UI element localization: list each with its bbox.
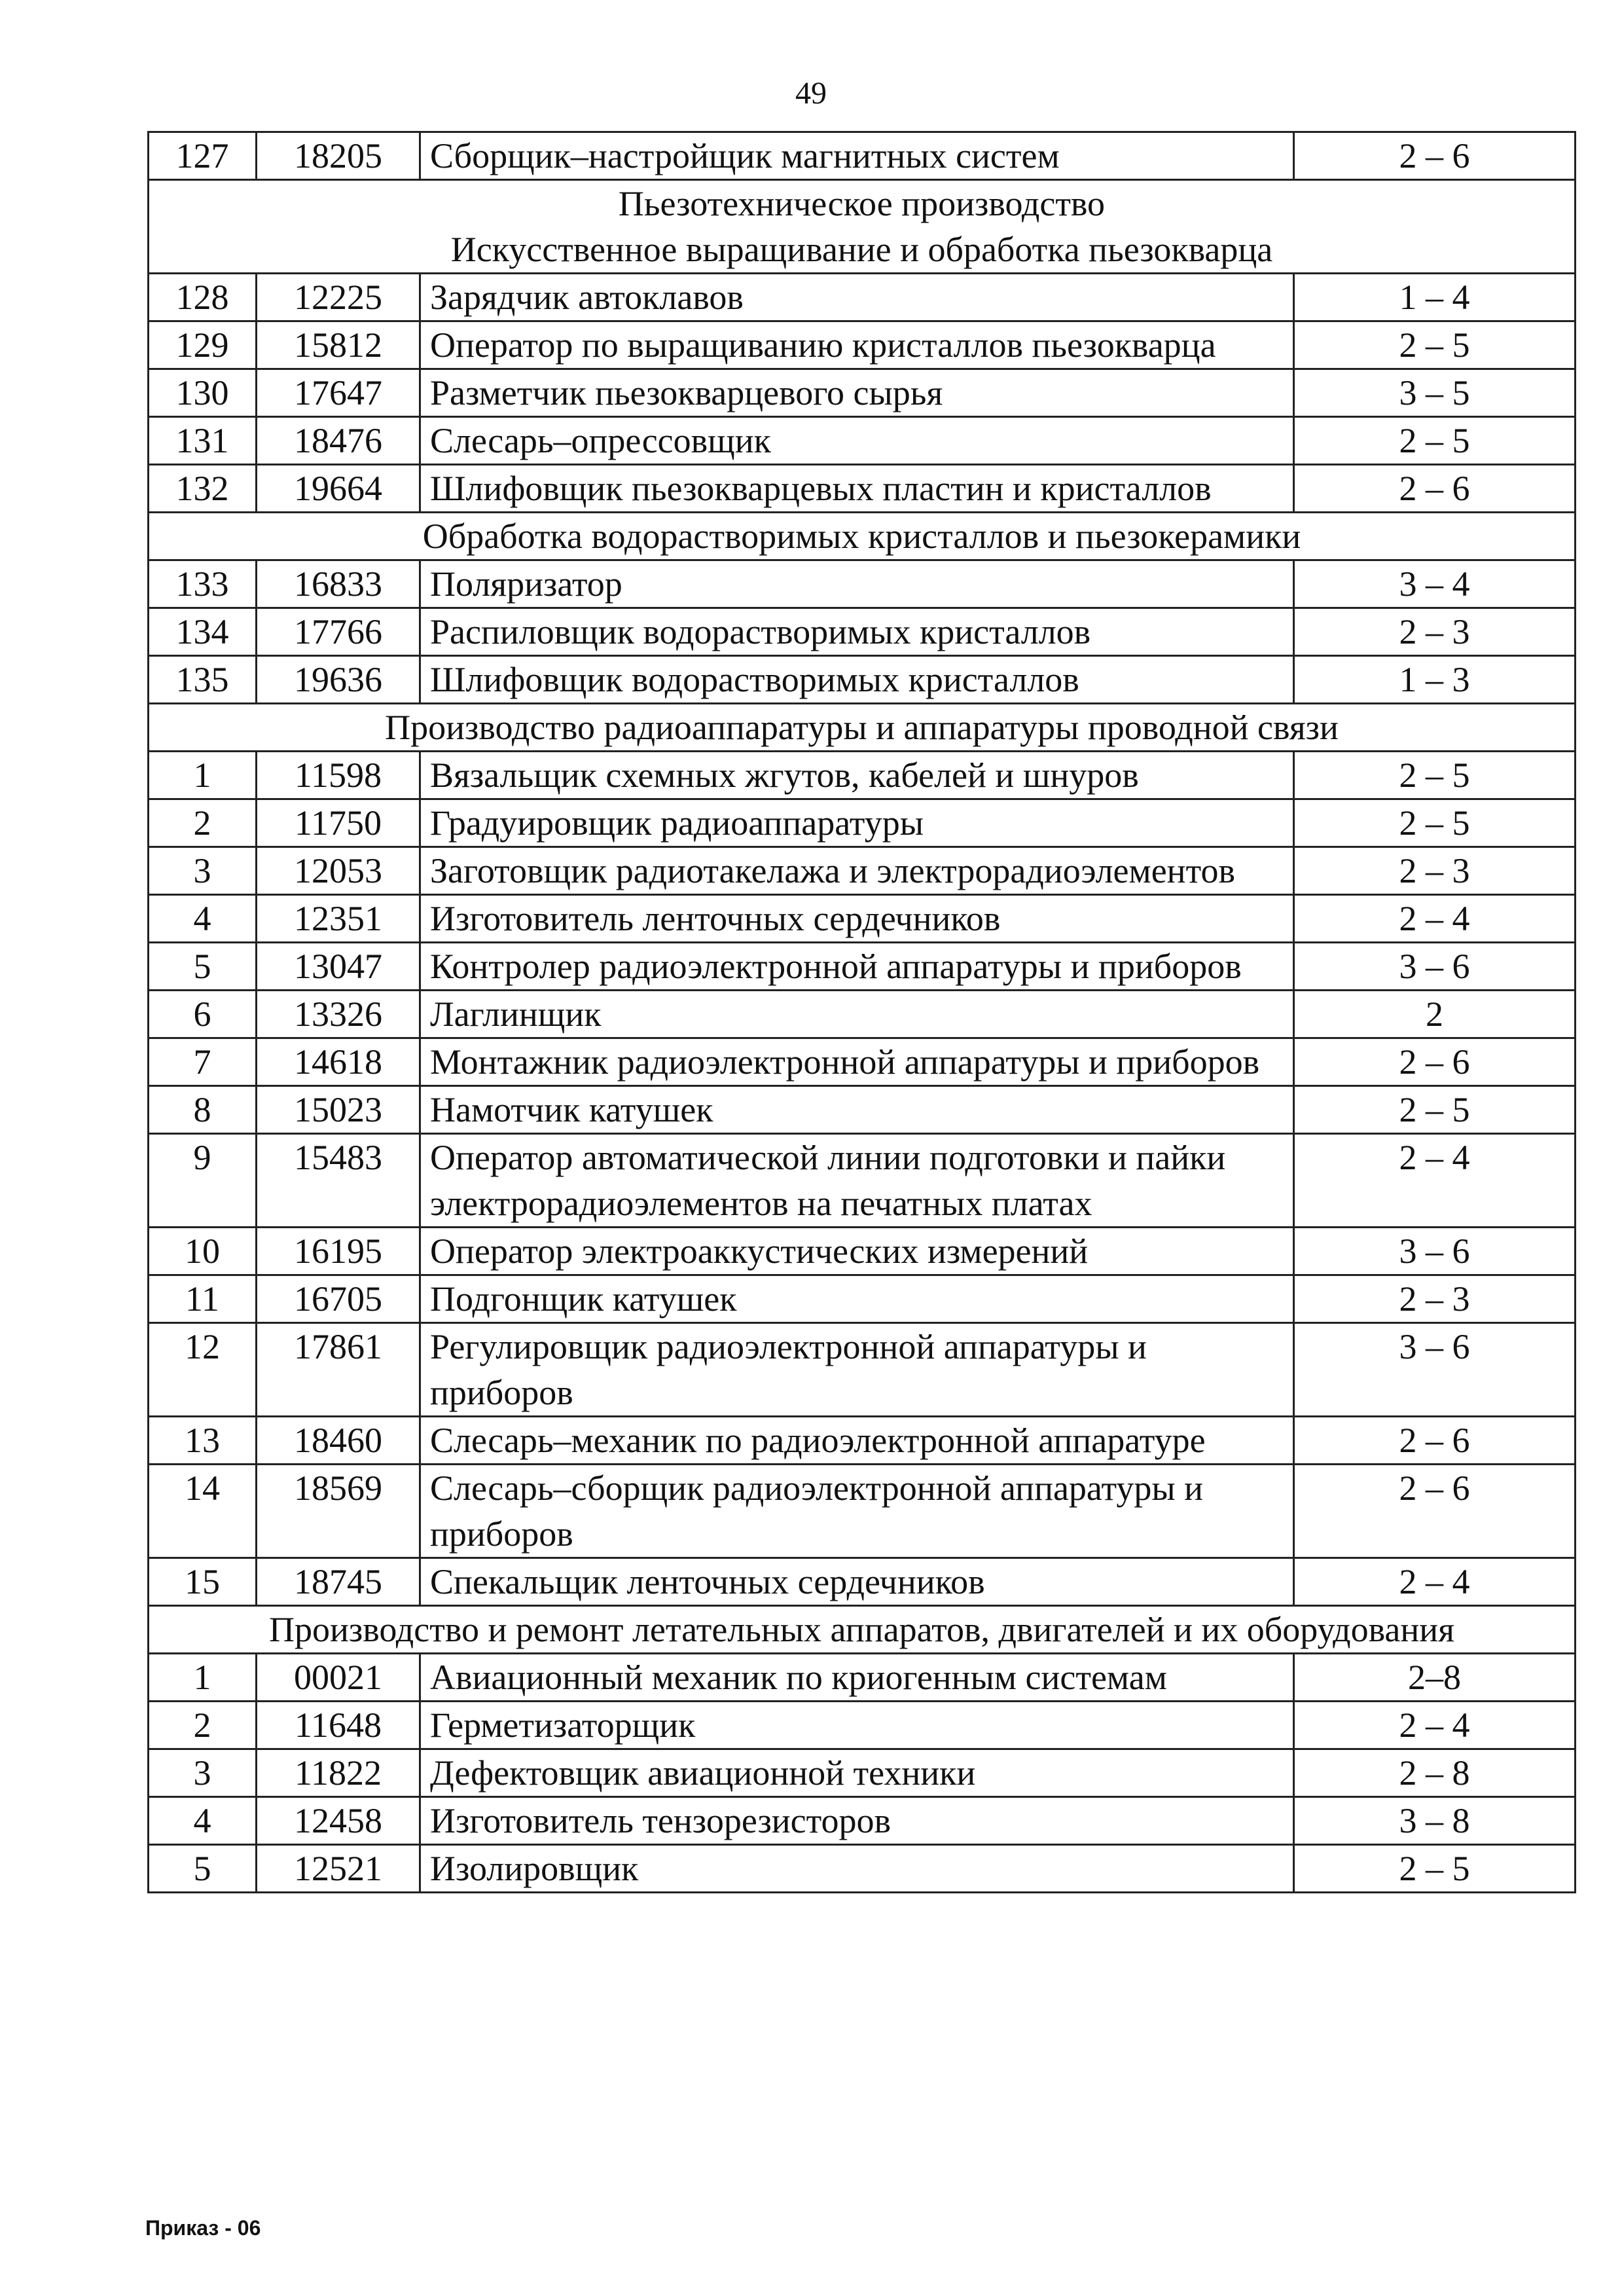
table-row: [149, 369, 1576, 417]
table-row: [149, 943, 1576, 991]
grade-range-cell: 3 – 6: [1294, 943, 1576, 991]
profession-title-cell: Лаглинщик: [420, 991, 1294, 1038]
row-number-cell: 132: [149, 465, 257, 513]
section-title-line: Пьезотехническое производство: [618, 184, 1106, 223]
grade-range-cell: 2 – 5: [1294, 321, 1576, 369]
profession-title-cell: Изолировщик: [420, 1845, 1294, 1893]
table-row: [149, 1797, 1576, 1845]
section-title-line: Обработка водорастворимых кристаллов и пьезокерамики: [422, 517, 1301, 556]
table-row: [149, 1323, 1576, 1417]
table-row: [149, 1134, 1576, 1228]
profession-title-cell: Слесарь–механик по радиоэлектронной аппаратуре: [420, 1417, 1294, 1465]
grade-range-cell: 2 – 5: [1294, 1086, 1576, 1134]
profession-code-cell: 12225: [257, 274, 420, 321]
section-title-line: Производство радиоаппаратуры и аппаратуры проводной связи: [385, 708, 1339, 747]
table-row: [149, 1654, 1576, 1702]
profession-title-cell: Слесарь–опрессовщик: [420, 417, 1294, 465]
row-number-cell: 1: [149, 752, 257, 799]
table-row: [149, 1275, 1576, 1323]
profession-title-cell: Градуировщик радиоаппаратуры: [420, 799, 1294, 847]
row-number-cell: 131: [149, 417, 257, 465]
row-number-cell: 15: [149, 1558, 257, 1606]
section-title: [149, 704, 1576, 752]
table-row: [149, 1558, 1576, 1606]
profession-code-cell: 18476: [257, 417, 420, 465]
table-row: [149, 1228, 1576, 1275]
table-row: [149, 847, 1576, 895]
table-row: [149, 321, 1576, 369]
profession-code-cell: 13047: [257, 943, 420, 991]
row-number-cell: 5: [149, 943, 257, 991]
profession-title-cell: Дефектовщик авиационной техники: [420, 1749, 1294, 1797]
row-number-cell: 133: [149, 560, 257, 608]
grade-range-cell: 2 – 6: [1294, 1417, 1576, 1465]
row-number-cell: 4: [149, 895, 257, 943]
footer-label: Приказ - 06: [145, 2216, 261, 2240]
row-number-cell: 3: [149, 1749, 257, 1797]
row-number-cell: 6: [149, 991, 257, 1038]
professions-table: [147, 131, 1576, 1893]
profession-title-cell: Намотчик катушек: [420, 1086, 1294, 1134]
table-row: [149, 1845, 1576, 1893]
table-row: [149, 1465, 1576, 1558]
table-row: [149, 1702, 1576, 1749]
profession-code-cell: 15483: [257, 1134, 420, 1228]
grade-range-cell: 3 – 6: [1294, 1323, 1576, 1417]
grade-range-cell: 2 – 6: [1294, 132, 1576, 180]
grade-range-cell: 2 – 4: [1294, 1134, 1576, 1228]
table-row: [149, 608, 1576, 656]
grade-range-cell: 2 – 5: [1294, 1845, 1576, 1893]
row-number-cell: 3: [149, 847, 257, 895]
grade-range-cell: 2: [1294, 991, 1576, 1038]
row-number-cell: 14: [149, 1465, 257, 1558]
profession-code-cell: 15812: [257, 321, 420, 369]
profession-code-cell: 12521: [257, 1845, 420, 1893]
table-row: [149, 560, 1576, 608]
grade-range-cell: 2 – 5: [1294, 417, 1576, 465]
table-row: [149, 1417, 1576, 1465]
grade-range-cell: 3 – 8: [1294, 1797, 1576, 1845]
section-title: [149, 180, 1576, 274]
grade-range-cell: 2–8: [1294, 1654, 1576, 1702]
row-number-cell: 2: [149, 1702, 257, 1749]
profession-code-cell: 11822: [257, 1749, 420, 1797]
table-row: [149, 991, 1576, 1038]
profession-code-cell: 12053: [257, 847, 420, 895]
profession-title-cell: Оператор автоматической линии подготовки и пайки электрорадиоэлементов на печатных платах: [420, 1134, 1294, 1228]
table-row: [149, 656, 1576, 704]
section-header-row: [149, 704, 1576, 752]
row-number-cell: 129: [149, 321, 257, 369]
table-row: [149, 895, 1576, 943]
row-number-cell: 10: [149, 1228, 257, 1275]
profession-code-cell: 16195: [257, 1228, 420, 1275]
row-number-cell: 11: [149, 1275, 257, 1323]
table-row: [149, 1038, 1576, 1086]
grade-range-cell: 2 – 4: [1294, 1702, 1576, 1749]
grade-range-cell: 3 – 4: [1294, 560, 1576, 608]
profession-title-cell: Герметизаторщик: [420, 1702, 1294, 1749]
grade-range-cell: 2 – 6: [1294, 1465, 1576, 1558]
row-number-cell: 2: [149, 799, 257, 847]
row-number-cell: 8: [149, 1086, 257, 1134]
profession-code-cell: 19636: [257, 656, 420, 704]
row-number-cell: 9: [149, 1134, 257, 1228]
row-number-cell: 130: [149, 369, 257, 417]
profession-code-cell: 11750: [257, 799, 420, 847]
grade-range-cell: 2 – 5: [1294, 799, 1576, 847]
grade-range-cell: 3 – 6: [1294, 1228, 1576, 1275]
section-header-row: [149, 513, 1576, 560]
section-title-line: Производство и ремонт летательных аппаратов, двигателей и их оборудования: [268, 1610, 1455, 1649]
profession-code-cell: 18745: [257, 1558, 420, 1606]
profession-code-cell: 16833: [257, 560, 420, 608]
page-number: 49: [795, 76, 827, 111]
profession-code-cell: 17766: [257, 608, 420, 656]
profession-title-cell: Шлифовщик водорастворимых кристаллов: [420, 656, 1294, 704]
table-row: [149, 132, 1576, 180]
grade-range-cell: 1 – 3: [1294, 656, 1576, 704]
profession-title-cell: Поляризатор: [420, 560, 1294, 608]
profession-title-cell: Сборщик–настройщик магнитных систем: [420, 132, 1294, 180]
profession-code-cell: 19664: [257, 465, 420, 513]
grade-range-cell: 2 – 8: [1294, 1749, 1576, 1797]
profession-title-cell: Контролер радиоэлектронной аппаратуры и приборов: [420, 943, 1294, 991]
row-number-cell: 134: [149, 608, 257, 656]
row-number-cell: 13: [149, 1417, 257, 1465]
profession-code-cell: 17647: [257, 369, 420, 417]
profession-title-cell: Зарядчик автоклавов: [420, 274, 1294, 321]
section-title: [149, 513, 1576, 560]
professions-table-body: [149, 132, 1576, 1893]
row-number-cell: 12: [149, 1323, 257, 1417]
profession-code-cell: 14618: [257, 1038, 420, 1086]
profession-code-cell: 00021: [257, 1654, 420, 1702]
row-number-cell: 128: [149, 274, 257, 321]
profession-code-cell: 18205: [257, 132, 420, 180]
profession-title-cell: Регулировщик радиоэлектронной аппаратуры и приборов: [420, 1323, 1294, 1417]
profession-title-cell: Изготовитель тензорезисторов: [420, 1797, 1294, 1845]
table-row: [149, 1086, 1576, 1134]
profession-code-cell: 12351: [257, 895, 420, 943]
profession-code-cell: 11598: [257, 752, 420, 799]
grade-range-cell: 2 – 4: [1294, 1558, 1576, 1606]
grade-range-cell: 2 – 4: [1294, 895, 1576, 943]
table-row: [149, 274, 1576, 321]
grade-range-cell: 2 – 6: [1294, 1038, 1576, 1086]
section-header-row: [149, 180, 1576, 274]
profession-title-cell: Распиловщик водорастворимых кристаллов: [420, 608, 1294, 656]
grade-range-cell: 1 – 4: [1294, 274, 1576, 321]
profession-code-cell: 17861: [257, 1323, 420, 1417]
table-row: [149, 799, 1576, 847]
profession-title-cell: Заготовщик радиотакелажа и электрорадиоэлементов: [420, 847, 1294, 895]
section-title-line: Искусственное выращивание и обработка пьезокварца: [450, 230, 1273, 269]
section-title: [149, 1606, 1576, 1654]
profession-title-cell: Разметчик пьезокварцевого сырья: [420, 369, 1294, 417]
profession-code-cell: 11648: [257, 1702, 420, 1749]
profession-title-cell: Слесарь–сборщик радиоэлектронной аппаратуры и приборов: [420, 1465, 1294, 1558]
row-number-cell: 127: [149, 132, 257, 180]
profession-code-cell: 15023: [257, 1086, 420, 1134]
row-number-cell: 1: [149, 1654, 257, 1702]
row-number-cell: 7: [149, 1038, 257, 1086]
profession-title-cell: Оператор по выращиванию кристаллов пьезокварца: [420, 321, 1294, 369]
profession-title-cell: Подгонщик катушек: [420, 1275, 1294, 1323]
grade-range-cell: 3 – 5: [1294, 369, 1576, 417]
profession-title-cell: Спекальщик ленточных сердечников: [420, 1558, 1294, 1606]
profession-code-cell: 18460: [257, 1417, 420, 1465]
grade-range-cell: 2 – 3: [1294, 608, 1576, 656]
table-row: [149, 417, 1576, 465]
section-header-row: [149, 1606, 1576, 1654]
grade-range-cell: 2 – 5: [1294, 752, 1576, 799]
profession-title-cell: Монтажник радиоэлектронной аппаратуры и приборов: [420, 1038, 1294, 1086]
profession-code-cell: 12458: [257, 1797, 420, 1845]
profession-code-cell: 18569: [257, 1465, 420, 1558]
profession-title-cell: Вязальщик схемных жгутов, кабелей и шнуров: [420, 752, 1294, 799]
profession-title-cell: Изготовитель ленточных сердечников: [420, 895, 1294, 943]
profession-code-cell: 16705: [257, 1275, 420, 1323]
table-row: [149, 752, 1576, 799]
profession-title-cell: Шлифовщик пьезокварцевых пластин и кристаллов: [420, 465, 1294, 513]
table-row: [149, 465, 1576, 513]
profession-title-cell: Оператор электроаккустических измерений: [420, 1228, 1294, 1275]
grade-range-cell: 2 – 3: [1294, 847, 1576, 895]
grade-range-cell: 2 – 3: [1294, 1275, 1576, 1323]
grade-range-cell: 2 – 6: [1294, 465, 1576, 513]
row-number-cell: 5: [149, 1845, 257, 1893]
row-number-cell: 4: [149, 1797, 257, 1845]
profession-title-cell: Авиационный механик по криогенным системам: [420, 1654, 1294, 1702]
row-number-cell: 135: [149, 656, 257, 704]
profession-code-cell: 13326: [257, 991, 420, 1038]
table-row: [149, 1749, 1576, 1797]
